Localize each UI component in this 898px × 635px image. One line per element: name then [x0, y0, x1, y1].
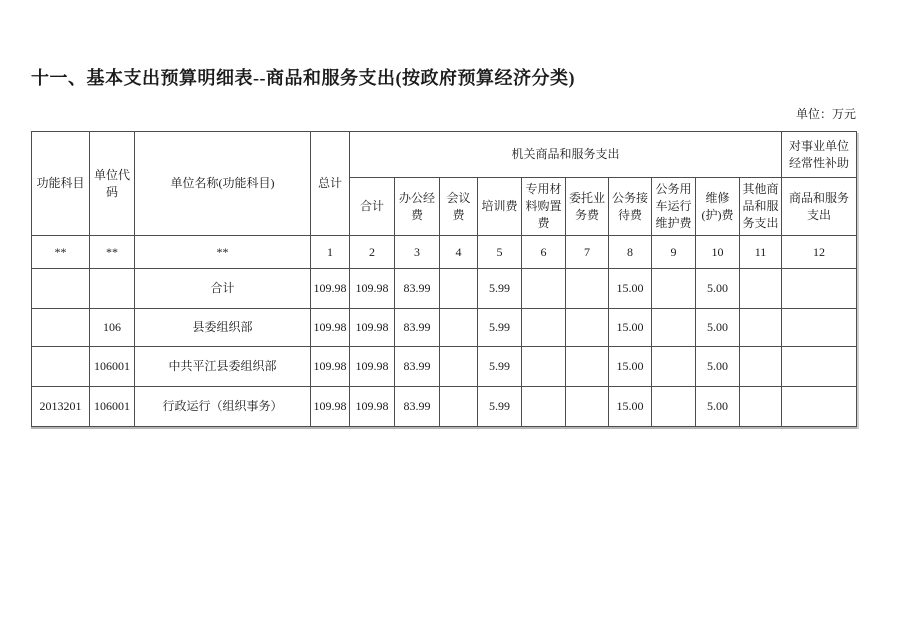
header-org-subcol: 公务接待费	[609, 178, 652, 236]
index-cell: 8	[609, 236, 652, 269]
index-cell: 2	[350, 236, 395, 269]
value-cell	[440, 309, 478, 347]
header-row-groups	[32, 132, 857, 178]
value-cell	[566, 269, 609, 309]
value-cell	[740, 387, 782, 427]
value-cell	[440, 347, 478, 387]
value-cell: 109.98	[311, 387, 350, 427]
value-cell: 15.00	[609, 309, 652, 347]
index-row	[32, 236, 857, 269]
value-cell	[566, 309, 609, 347]
value-cell	[782, 387, 857, 427]
value-cell	[782, 309, 857, 347]
header-org-subcol: 办公经费	[395, 178, 440, 236]
unit-code-cell: 106001	[90, 387, 135, 427]
page-title: 十一、基本支出预算明细表--商品和服务支出(按政府预算经济分类)	[31, 68, 575, 88]
index-cell: 12	[782, 236, 857, 269]
value-cell	[740, 269, 782, 309]
header-org-subcol: 公务用车运行维护费	[652, 178, 696, 236]
index-cell: 7	[566, 236, 609, 269]
table-row	[32, 309, 857, 347]
header-org-subcol: 委托业务费	[566, 178, 609, 236]
value-cell: 109.98	[311, 269, 350, 309]
unit-code-cell: 106001	[90, 347, 135, 387]
header-org-subcol: 维修(护)费	[696, 178, 740, 236]
value-cell: 109.98	[311, 347, 350, 387]
value-cell: 83.99	[395, 269, 440, 309]
header-org-subcol: 专用材料购置费	[522, 178, 566, 236]
value-cell	[522, 309, 566, 347]
table-row	[32, 387, 857, 427]
index-cell: 3	[395, 236, 440, 269]
index-cell: 10	[696, 236, 740, 269]
table-row	[32, 269, 857, 309]
value-cell: 109.98	[311, 309, 350, 347]
value-cell: 109.98	[350, 309, 395, 347]
header-org-subcol: 合计	[350, 178, 395, 236]
value-cell	[522, 387, 566, 427]
value-cell: 15.00	[609, 269, 652, 309]
value-cell: 109.98	[350, 347, 395, 387]
unit-name-cell: 县委组织部	[135, 309, 311, 347]
table-row	[32, 347, 857, 387]
value-cell: 5.99	[478, 347, 522, 387]
index-cell: 1	[311, 236, 350, 269]
value-cell	[440, 269, 478, 309]
unit-code-cell: 106	[90, 309, 135, 347]
index-cell: **	[135, 236, 311, 269]
header-unit-code: 单位代码	[90, 132, 135, 236]
fn-subject-cell	[32, 309, 90, 347]
value-cell	[740, 347, 782, 387]
header-inst-subcol: 商品和服务支出	[782, 178, 857, 236]
value-cell	[440, 387, 478, 427]
value-cell	[652, 309, 696, 347]
index-cell: 4	[440, 236, 478, 269]
unit-name-cell: 中共平江县委组织部	[135, 347, 311, 387]
index-cell: 6	[522, 236, 566, 269]
unit-name-cell: 行政运行（组织事务）	[135, 387, 311, 427]
unit-name-cell: 合计	[135, 269, 311, 309]
value-cell	[782, 269, 857, 309]
header-grand-total: 总计	[311, 132, 350, 236]
value-cell: 5.00	[696, 387, 740, 427]
value-cell	[522, 269, 566, 309]
index-cell: 11	[740, 236, 782, 269]
value-cell: 5.00	[696, 309, 740, 347]
value-cell	[522, 347, 566, 387]
fn-subject-cell	[32, 269, 90, 309]
value-cell: 83.99	[395, 387, 440, 427]
header-group-org: 机关商品和服务支出	[350, 132, 782, 178]
unit-code-cell	[90, 269, 135, 309]
value-cell: 15.00	[609, 387, 652, 427]
value-cell: 5.99	[478, 309, 522, 347]
value-cell	[566, 387, 609, 427]
header-unit-name: 单位名称(功能科目)	[135, 132, 311, 236]
value-cell	[652, 387, 696, 427]
value-cell	[652, 347, 696, 387]
value-cell	[740, 309, 782, 347]
index-cell: **	[32, 236, 90, 269]
value-cell: 109.98	[350, 269, 395, 309]
value-cell: 109.98	[350, 387, 395, 427]
header-org-subcol: 会议费	[440, 178, 478, 236]
budget-table	[31, 131, 857, 427]
value-cell: 5.99	[478, 269, 522, 309]
header-group-inst: 对事业单位经常性补助	[782, 132, 857, 178]
fn-subject-cell: 2013201	[32, 387, 90, 427]
value-cell	[566, 347, 609, 387]
index-cell: 5	[478, 236, 522, 269]
value-cell	[652, 269, 696, 309]
header-fn-subject: 功能科目	[32, 132, 90, 236]
index-cell: 9	[652, 236, 696, 269]
fn-subject-cell	[32, 347, 90, 387]
value-cell: 5.99	[478, 387, 522, 427]
value-cell: 5.00	[696, 347, 740, 387]
header-org-subcol: 其他商品和服务支出	[740, 178, 782, 236]
value-cell	[782, 347, 857, 387]
value-cell: 83.99	[395, 309, 440, 347]
unit-note: 单位：万元	[795, 107, 856, 121]
value-cell: 83.99	[395, 347, 440, 387]
value-cell: 5.00	[696, 269, 740, 309]
value-cell: 15.00	[609, 347, 652, 387]
index-cell: **	[90, 236, 135, 269]
header-org-subcol: 培训费	[478, 178, 522, 236]
